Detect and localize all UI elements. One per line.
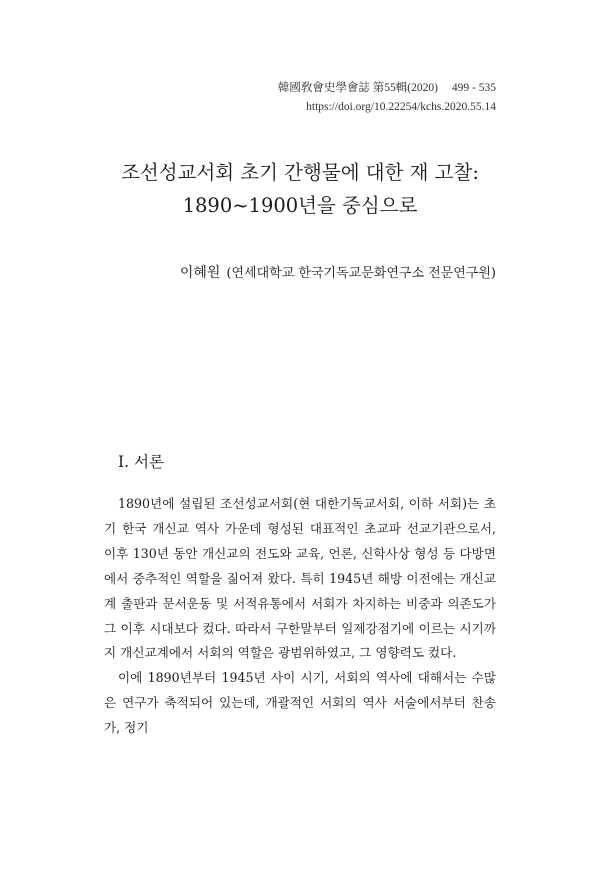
section-heading: I. 서론 [118, 453, 164, 471]
paragraph: 1890년에 설립된 조선성교서회(현 대한기독교서회, 이하 서회)는 초기 한국 개신교 역사 가운데 형성된 대표적인 초교파 선교기관으로서, 이후 130년 동안 개신교의 전도와 교육, 언론, 신학사상 형성 등 다방면에서 중추적인 역할을 짊어져 왔다. 특히 1945년 해방 이전에는 개신교계 출판과 문서운동 및 서적유통에서 서회가 차지하는 비중과 의존도가 그 이후 시대보다 컸다. 따라서 구한말부터 일제강점기에 이르는 시기까지 개신교계에서 서회의 역할은 광범위하였고, 그 영향력도 컸다. [104, 496, 496, 661]
title-line-2: 1890~1900년을 중심으로 [182, 194, 418, 217]
author-name: 이혜원 [179, 265, 221, 281]
doi-link[interactable]: https://doi.org/10.22254/kchs.2020.55.14 [306, 101, 496, 113]
journal-citation [278, 79, 496, 98]
journal-header [278, 79, 496, 117]
page-range: 499 - 535 [451, 82, 496, 94]
title-line-1: 조선성교서회 초기 간행물에 대한 재 고찰: [121, 161, 479, 184]
journal-name: 韓國敎會史學會誌 第55輯(2020) [277, 82, 438, 94]
article-title [0, 156, 600, 222]
paragraph: 이에 1890년부터 1945년 사이 시기, 서회의 역사에 대해서는 수많은 연구가 축적되어 있는데, 개괄적인 서회의 역사 서술에서부터 찬송가, 정기 [104, 670, 496, 736]
author-affiliation: (연세대학교 한국기독교문화연구소 전문연구원) [226, 266, 496, 281]
author-block [180, 263, 496, 284]
body-text [104, 492, 496, 741]
